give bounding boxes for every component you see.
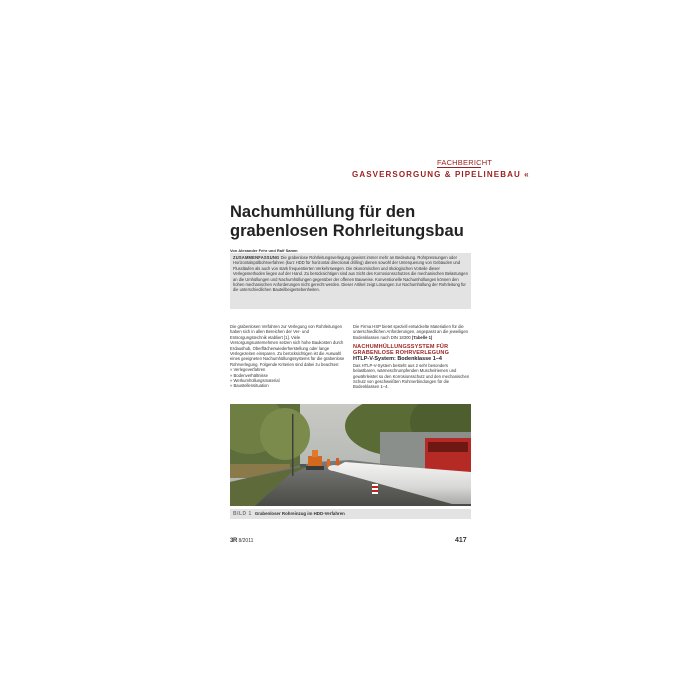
- list-item: » Werkumhüllungsmaterial: [230, 378, 280, 384]
- figure-caption-text: Grabenloser Rohreinzug im HDD-Verfahren: [254, 511, 345, 516]
- footer-journal: [230, 538, 253, 544]
- page-number: 417: [455, 537, 467, 544]
- body-column-2: [353, 324, 471, 390]
- journal-logo: 3R: [230, 538, 238, 544]
- table-reference: (Tabelle 1): [411, 334, 433, 340]
- figure-label: BILD 1: [233, 511, 252, 517]
- column-1-text: Die grabenlosen Verfahren zur Verlegung von Rohrleitungen haben sich in allen Bereichen der Ver- und Entsorgungstechnik etabliert [1]. Viele Versorgungsunternehmen setzen sich hohe Baukosten durch Erdaushub, Oberflächenwiederherstellung oder lange Verlegezeiten einsparen. Zu berücksichtigen ist die Auswahl eines geeigneten Nachumhüllungssystems für die grabenlose Rohrverlegung. Folgende Kriterien sind dabei zu beachten:: [230, 324, 345, 367]
- article-title: Nachumhüllung für den grabenlosen Rohrleitungsbau: [230, 203, 464, 240]
- column-2-intro: Die Firma HSP bietet speziell entwickelte Materialien für die unterschiedlichen Anforderungen, angepasst an die jeweiligen Bodenklassen nach DIN 18300: [353, 324, 469, 340]
- list-item: » Verlegeverfahren: [230, 367, 266, 373]
- section-kicker-top: FACHBERICHT: [437, 158, 493, 167]
- section-subhead-2: HTLP-V-System: Bodenklasse 1–4: [353, 356, 442, 363]
- journal-issue: 8/2011: [238, 538, 254, 544]
- list-item: » Bodenverhältnisse: [230, 372, 268, 378]
- column-2-text-a: [353, 324, 471, 340]
- body-column-1: [230, 324, 345, 389]
- street-scene-image: [230, 404, 471, 506]
- abstract-text: Die grabenlose Rohrleitungsverlegung gewinnt immer mehr an Bedeutung. Rohrpressungen oder Horizontalspülbohrverfahren (kurz HDD für horizontal directional drilling) dienen sowohl der Unterquerung von Gebäuden und Flussläufen als auch von stark frequentierten Verkehrswegen. Die ökonomischen und ökologischen Vorteile dieser Verlegemethoden liegen auf der Hand. Zu berücksichtigen sind aus Sicht des Korrosionsschutzes die mechanischen Belastungen an die Umhüllungen und Nachumhüllungen gegenüber der offenen Bauweise. Konventionelle Nachumhüllungen können den hohen mechanischen Anforderungen nicht gerecht werden. Dieser Artikel zeigt Lösungen zur Nachumhüllung der Rohrleitung für die unterschiedlichen Bauteilbeigentebenheiten.: [233, 255, 468, 293]
- criteria-list: [230, 367, 345, 389]
- section-subhead: NACHUMHÜLLUNGSSYSTEM FÜR GRABENLOSE ROHRVERLEGUNG: [353, 344, 450, 357]
- kicker-rule: [437, 167, 481, 168]
- article-authors: Von Alexander Fehr und Ralf Samm: [230, 248, 298, 253]
- column-2-text-b: Das HTLP-V-System besteht aus 2 sehr besonders belastbaren, wärmeschrumpfenden Muschelriemen und gewährleistet so den Korrosionsschutz und den mechanischen Schutz von geschweißten Rohrverbindungen für die Bodenklassen 1–4.: [353, 362, 470, 390]
- section-kicker: [352, 170, 530, 179]
- figure-photo: [230, 404, 471, 506]
- section-kicker-label: GASVERSORGUNG & PIPELINEBAU: [352, 170, 521, 179]
- list-item: » Baustellensituation: [230, 383, 269, 389]
- abstract-lead: ZUSAMMENFASSUNG: [233, 255, 280, 260]
- figure-caption: [230, 509, 471, 519]
- double-chevron-icon: «: [524, 170, 530, 179]
- abstract-box: [230, 253, 471, 309]
